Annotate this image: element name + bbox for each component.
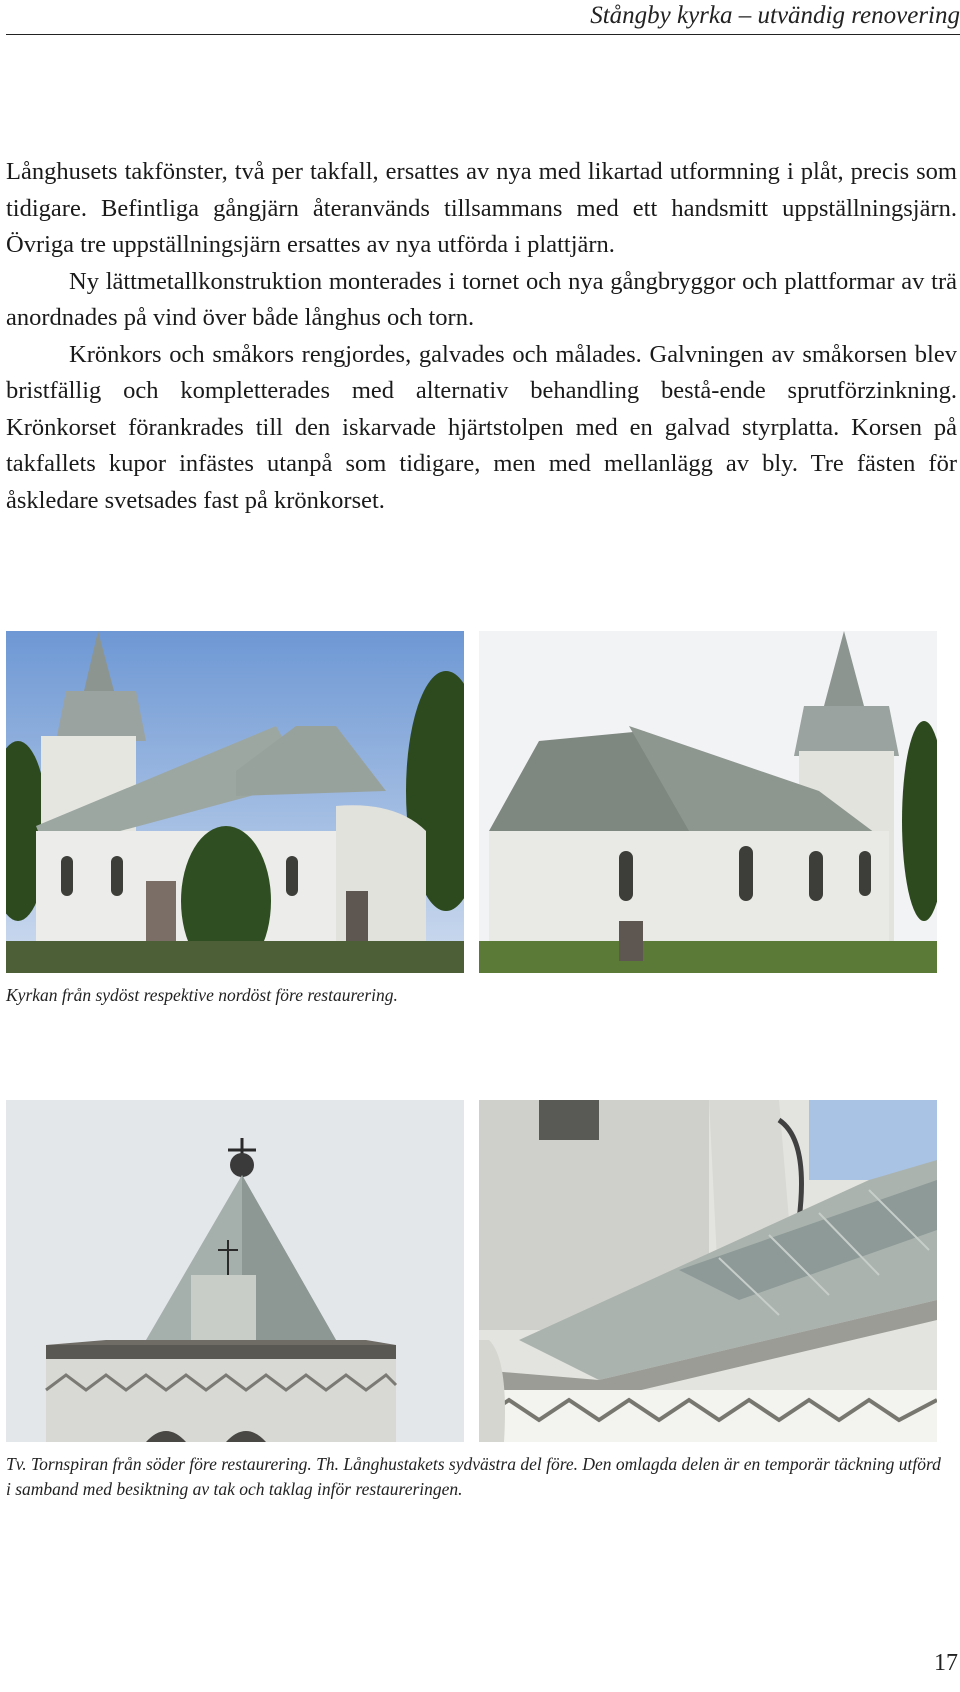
page-number: 17 xyxy=(934,1650,958,1676)
photo-church-southeast xyxy=(6,631,464,973)
body-text xyxy=(6,154,957,519)
caption-second: Tv. Tornspiran från söder före restaurering. Th. Långhustakets sydvästra del före. Den omlagda delen är en temporär täckning utförd i samband med besiktning av tak och taklag inför restaureringen. xyxy=(6,1454,941,1499)
caption-first: Kyrkan från sydöst respektive nordöst före restaurering. xyxy=(6,985,398,1005)
paragraph-3: Krönkors och småkors rengjordes, galvades och målades. Galvningen av småkorsen blev bristfällig och kompletterades med alternativ behandling bestå-ende sprutförzinkning. Krönkorset förankrades till den iskarvade hjärtstolpen med en galvad styrplatta. Korsen på takfallets kupor infästes utanpå som tidigare, men med mellanlägg av bly. Tre fästen för åskledare svetsades fast på krönkorset. xyxy=(6,340,957,514)
header-title: Stångby kyrka – utvändig renovering xyxy=(590,2,960,29)
photo-nave-roof xyxy=(479,1100,937,1442)
photo-tower-spire xyxy=(6,1100,464,1442)
photo-church-northeast xyxy=(479,631,937,973)
paragraph-2: Ny lättmetallkonstruktion monterades i tornet och nya gångbryggor och plattformar av trä anordnades på vind över både långhus och torn. xyxy=(6,267,957,331)
paragraph-1: Långhusets takfönster, två per takfall, ersattes av nya med likartad utformning i plåt, precis som tidigare. Befintliga gångjärn återanvänds tillsammans med ett handsmitt uppställningsjärn. Övriga tre uppställningsjärn ersattes av nya utförda i plattjärn. xyxy=(6,158,957,258)
running-header xyxy=(6,0,960,35)
